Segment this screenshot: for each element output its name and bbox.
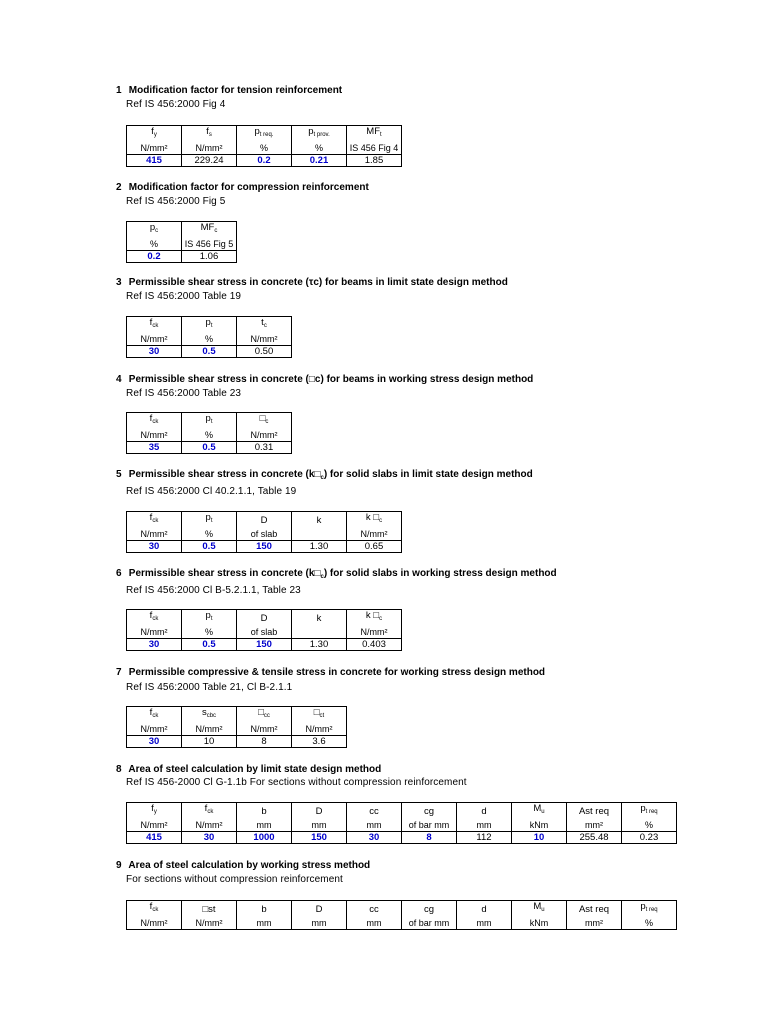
- header-k: k: [292, 512, 347, 528]
- section-1-table: [126, 125, 402, 167]
- section-7-ref: Ref IS 456:2000 Table 21, Cl B-2.1.1: [126, 682, 293, 693]
- header-d: D: [292, 803, 347, 819]
- value-sct: 3.6: [292, 736, 347, 748]
- section-1-ref: Ref IS 456:2000 Fig 4: [126, 99, 226, 110]
- header-b: b: [237, 803, 292, 819]
- input-cg[interactable]: 8: [402, 832, 457, 844]
- unit-cell: N/mm²: [237, 722, 292, 736]
- input-cc[interactable]: 30: [347, 832, 402, 844]
- input-b[interactable]: 1000: [237, 832, 292, 844]
- header-pt-req: $p_{t req}$: [622, 901, 677, 917]
- value-k-tc: 0.65: [347, 541, 402, 553]
- header-pt: $p_t$: [182, 413, 237, 429]
- header-d-eff: d: [457, 901, 512, 917]
- section-2-heading: 2 Modification factor for compression reinforcement: [116, 182, 369, 193]
- unit-cell: of slab: [237, 527, 292, 541]
- value-d-eff: 112: [457, 832, 512, 844]
- section-5-ref: Ref IS 456:2000 Cl 40.2.1.1, Table 19: [126, 486, 297, 497]
- header-fs: $f_s$: [182, 126, 237, 142]
- unit-cell: %: [622, 916, 677, 930]
- unit-cell: mm: [237, 916, 292, 930]
- section-3-table: [126, 316, 292, 358]
- header-fy: $f_y$: [127, 126, 182, 142]
- header-pt: $p_t$: [182, 610, 237, 626]
- input-pt[interactable]: 0.5: [182, 541, 237, 553]
- header-fy: $f_y$: [127, 803, 182, 819]
- input-pt-req[interactable]: 0.2: [237, 155, 292, 167]
- section-6-heading: 6 Permissible shear stress in concrete $(k□_c)$ for solid slabs in working stress design method: [116, 568, 557, 580]
- header-ast-req: Ast req: [567, 901, 622, 917]
- unit-cell: %: [182, 332, 237, 346]
- header-fck: $f_{ck}$: [127, 707, 182, 723]
- unit-cell: %: [182, 625, 237, 639]
- unit-cell: kNm: [512, 818, 567, 832]
- header-cc: cc: [347, 901, 402, 917]
- section-4-heading: 4 Permissible shear stress in concrete (□c) for beams in working stress design method: [116, 374, 534, 385]
- unit-cell: N/mm²: [127, 428, 182, 442]
- section-5-heading: 5 Permissible shear stress in concrete $(k□_c)$ for solid slabs in limit state design method: [116, 469, 533, 481]
- section-7-heading: 7 Permissible compressive & tensile stress in concrete for working stress design method: [116, 667, 546, 678]
- unit-cell: [292, 527, 347, 541]
- value-ast-req: 255.48: [567, 832, 622, 844]
- header-cg: cg: [402, 803, 457, 819]
- header-fck: $f_{ck}$: [127, 413, 182, 429]
- unit-cell: mm²: [567, 818, 622, 832]
- value-mfc: 1.06: [182, 251, 237, 263]
- header-d: D: [237, 610, 292, 626]
- header-fck: $f_{ck}$: [127, 610, 182, 626]
- input-fck[interactable]: 30: [127, 639, 182, 651]
- unit-cell: N/mm²: [127, 332, 182, 346]
- unit-cell: %: [237, 141, 292, 155]
- unit-cell: N/mm²: [182, 722, 237, 736]
- unit-cell: IS 456 Fig 4: [347, 141, 402, 155]
- unit-cell: of slab: [237, 625, 292, 639]
- header-tc: $□_c$: [237, 413, 292, 429]
- unit-cell: mm: [457, 916, 512, 930]
- unit-cell: %: [292, 141, 347, 155]
- unit-cell: [292, 625, 347, 639]
- section-6-table: [126, 609, 402, 651]
- unit-cell: %: [182, 527, 237, 541]
- header-d: D: [237, 512, 292, 528]
- unit-cell: mm: [292, 916, 347, 930]
- input-pt[interactable]: 0.5: [182, 346, 237, 358]
- input-fck[interactable]: 30: [127, 346, 182, 358]
- input-d[interactable]: 150: [237, 541, 292, 553]
- value-fs: 229.24: [182, 155, 237, 167]
- section-9-table: [126, 900, 677, 930]
- unit-cell: N/mm²: [347, 527, 402, 541]
- section-4-ref: Ref IS 456:2000 Table 23: [126, 388, 242, 399]
- unit-cell: N/mm²: [127, 722, 182, 736]
- unit-cell: mm: [292, 818, 347, 832]
- header-mu: $M_u$: [512, 803, 567, 819]
- section-2-table: [126, 221, 237, 263]
- section-1-heading: 1 Modification factor for tension reinforcement: [116, 85, 343, 96]
- section-2-ref: Ref IS 456:2000 Fig 5: [126, 196, 226, 207]
- header-fck: $f_{ck}$: [127, 512, 182, 528]
- value-tc: 0.31: [237, 442, 292, 454]
- value-pt-req: 0.23: [622, 832, 677, 844]
- input-fck[interactable]: 30: [127, 736, 182, 748]
- header-pc: $p_c$: [127, 222, 182, 238]
- section-6-ref: Ref IS 456:2000 Cl B-5.2.1.1, Table 23: [126, 585, 301, 596]
- header-tc: $t_c$: [237, 317, 292, 333]
- section-8-table: [126, 802, 677, 844]
- unit-cell: N/mm²: [127, 527, 182, 541]
- input-fck[interactable]: 30: [182, 832, 237, 844]
- section-9-ref: For sections without compression reinforcement: [126, 874, 343, 885]
- section-4-table: [126, 412, 292, 454]
- input-d[interactable]: 150: [292, 832, 347, 844]
- value-scc: 8: [237, 736, 292, 748]
- header-fck: $f_{ck}$: [182, 803, 237, 819]
- unit-cell: N/mm²: [127, 916, 182, 930]
- input-mu[interactable]: 10: [512, 832, 567, 844]
- input-d[interactable]: 150: [237, 639, 292, 651]
- section-7-table: [126, 706, 347, 748]
- unit-cell: N/mm²: [347, 625, 402, 639]
- unit-cell: IS 456 Fig 5: [182, 237, 237, 251]
- unit-cell: mm: [237, 818, 292, 832]
- input-pt[interactable]: 0.5: [182, 442, 237, 454]
- section-9-heading: 9 Area of steel calculation by working stress method: [116, 860, 371, 871]
- unit-cell: of bar mm: [402, 916, 457, 930]
- header-sst: □st: [182, 901, 237, 917]
- header-pt: $p_t$: [182, 317, 237, 333]
- header-pt-req: $p_{t req.}$: [237, 126, 292, 142]
- header-pt-prov: $p_{t prov.}$: [292, 126, 347, 142]
- unit-cell: %: [622, 818, 677, 832]
- section-5-table: [126, 511, 402, 553]
- unit-cell: mm: [457, 818, 512, 832]
- header-b: b: [237, 901, 292, 917]
- header-fck: $f_{ck}$: [127, 317, 182, 333]
- header-k-tc: k $□_c$: [347, 512, 402, 528]
- unit-cell: kNm: [512, 916, 567, 930]
- section-3-ref: Ref IS 456:2000 Table 19: [126, 291, 242, 302]
- header-pt: $p_t$: [182, 512, 237, 528]
- value-scbc: 10: [182, 736, 237, 748]
- unit-cell: N/mm²: [127, 818, 182, 832]
- unit-cell: N/mm²: [292, 722, 347, 736]
- unit-cell: N/mm²: [182, 916, 237, 930]
- unit-cell: N/mm²: [182, 141, 237, 155]
- section-8-ref: Ref IS 456-2000 Cl G-1.1b For sections without compression reinforcement: [126, 777, 467, 788]
- unit-cell: %: [182, 428, 237, 442]
- unit-cell: %: [127, 237, 182, 251]
- unit-cell: N/mm²: [127, 141, 182, 155]
- value-k-tc: 0.403: [347, 639, 402, 651]
- header-d-eff: d: [457, 803, 512, 819]
- header-cc: cc: [347, 803, 402, 819]
- value-tc: 0.50: [237, 346, 292, 358]
- unit-cell: of bar mm: [402, 818, 457, 832]
- input-fck[interactable]: 30: [127, 541, 182, 553]
- header-scbc: $s_{cbc}$: [182, 707, 237, 723]
- unit-cell: mm: [347, 818, 402, 832]
- input-pt-prov[interactable]: 0.21: [292, 155, 347, 167]
- input-pt[interactable]: 0.5: [182, 639, 237, 651]
- input-pc[interactable]: 0.2: [127, 251, 182, 263]
- unit-cell: N/mm²: [127, 625, 182, 639]
- header-k-tc: k $□_c$: [347, 610, 402, 626]
- header-scc: $□_{cc}$: [237, 707, 292, 723]
- header-ast-req: Ast req: [567, 803, 622, 819]
- unit-cell: mm: [347, 916, 402, 930]
- header-mfc: $MF_c$: [182, 222, 237, 238]
- unit-cell: mm²: [567, 916, 622, 930]
- header-pt-req: $p_{t req}$: [622, 803, 677, 819]
- input-fy[interactable]: 415: [127, 155, 182, 167]
- value-k: 1.30: [292, 541, 347, 553]
- header-cg: cg: [402, 901, 457, 917]
- value-mft: 1.85: [347, 155, 402, 167]
- header-mft: $MF_t$: [347, 126, 402, 142]
- header-d: D: [292, 901, 347, 917]
- unit-cell: N/mm²: [182, 818, 237, 832]
- value-k: 1.30: [292, 639, 347, 651]
- header-fck: $f_{ck}$: [127, 901, 182, 917]
- header-mu: $M_u$: [512, 901, 567, 917]
- section-3-heading: 3 Permissible shear stress in concrete (τc) for beams in limit state design method: [116, 277, 508, 288]
- unit-cell: N/mm²: [237, 332, 292, 346]
- header-k: k: [292, 610, 347, 626]
- input-fy[interactable]: 415: [127, 832, 182, 844]
- input-fck[interactable]: 35: [127, 442, 182, 454]
- unit-cell: N/mm²: [237, 428, 292, 442]
- header-sct: $□_{ct}$: [292, 707, 347, 723]
- section-8-heading: 8 Area of steel calculation by limit state design method: [116, 764, 382, 775]
